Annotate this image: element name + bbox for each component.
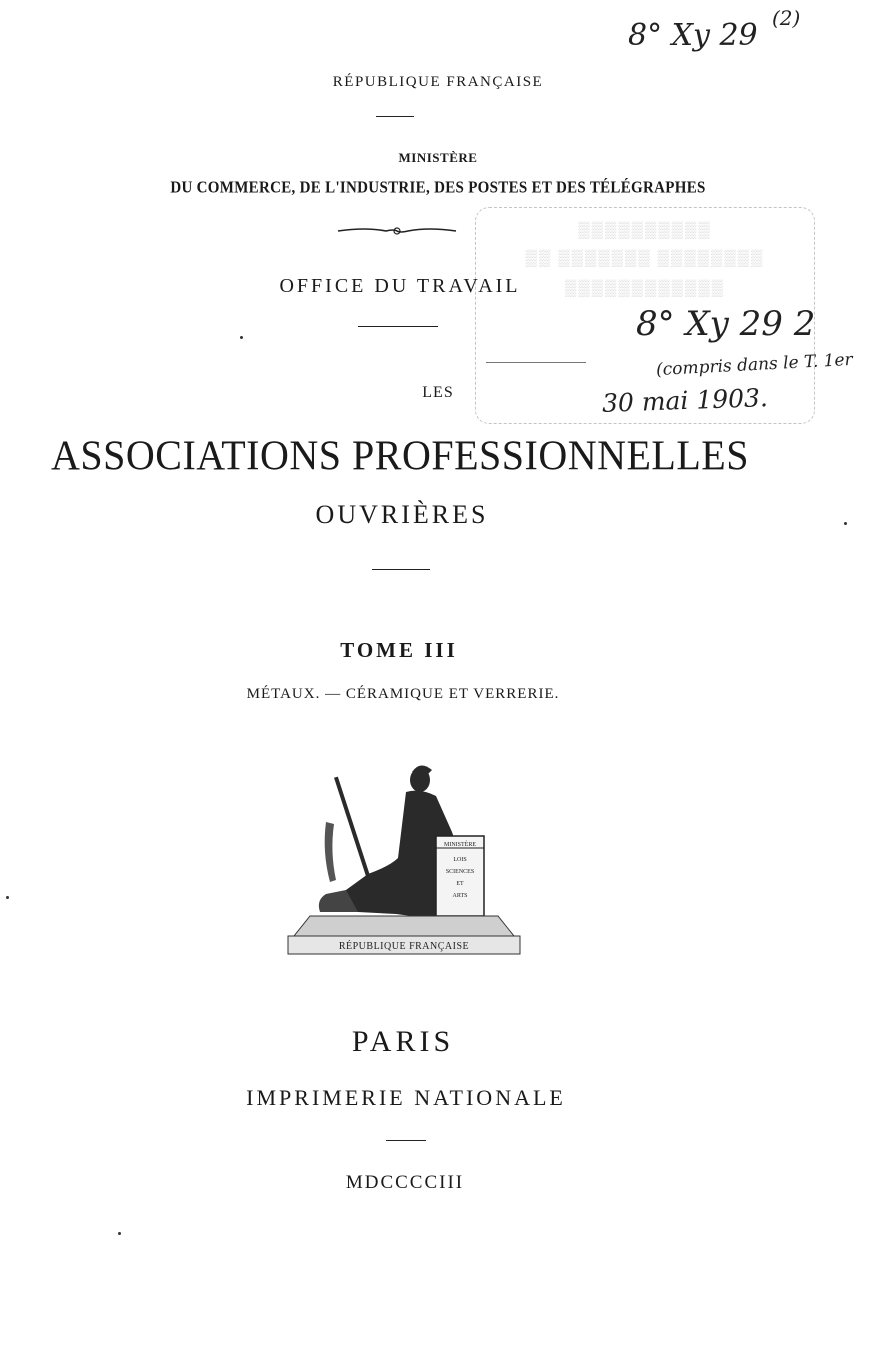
divider-3 xyxy=(372,569,430,570)
title-les: LES xyxy=(422,384,454,401)
imprint-city: PARIS xyxy=(351,1025,455,1058)
ministere-heading: MINISTÈRE xyxy=(398,150,478,165)
stamp-faded-line-2: ▒▒ ▒▒▒▒▒▒▒ ▒▒▒▒▒▒▒▒ xyxy=(525,250,765,267)
emblem-base xyxy=(288,916,520,954)
ornament-divider xyxy=(336,224,458,238)
stamp-faded-line-1: ▒▒▒▒▒▒▒▒▒▒ xyxy=(578,222,712,239)
main-title: ASSOCIATIONS PROFESSIONNELLES xyxy=(51,431,749,480)
emblem-book xyxy=(436,836,484,916)
book-line: ET xyxy=(456,881,464,887)
book-line: MINISTÈRE xyxy=(444,842,476,848)
office-heading: OFFICE DU TRAVAIL xyxy=(279,275,521,297)
republique-emblem xyxy=(286,762,522,956)
shelfmark-sup-text: (2) xyxy=(772,6,801,30)
stamp-shelfmark-text: 8° Xy 29 2 xyxy=(636,304,816,344)
ministere-detail: DU COMMERCE, DE L'INDUSTRIE, DES POSTES ET DES TÉLÉGRAPHES xyxy=(170,179,706,197)
stamp-pencil-line xyxy=(486,362,586,363)
republique-heading: RÉPUBLIQUE FRANÇAISE xyxy=(332,74,544,90)
handwritten-shelfmark xyxy=(628,18,758,53)
emblem-base-label: RÉPUBLIQUE FRANÇAISE xyxy=(338,941,470,952)
stamp-shelfmark xyxy=(636,304,815,344)
shelfmark-text: 8° Xy 29 xyxy=(628,18,758,53)
book-line: ARTS xyxy=(452,893,468,899)
volume-tome: TOME III xyxy=(340,638,458,662)
imprint-year: MDCCCCIII xyxy=(345,1172,465,1193)
divider-2 xyxy=(358,326,438,327)
stamp-faded-line-3: ▒▒▒▒▒▒▒▒▒▒▒▒ xyxy=(564,280,726,297)
book-line: SCIENCES xyxy=(445,869,475,875)
stamp-note-text: (compris dans le T. 1er xyxy=(655,349,854,381)
divider-4 xyxy=(386,1140,426,1141)
volume-subject: MÉTAUX. — CÉRAMIQUE ET VERRERIE. xyxy=(246,686,560,702)
scan-speck xyxy=(844,522,847,525)
subtitle-ouvrieres: OUVRIÈRES xyxy=(315,500,489,529)
scan-speck xyxy=(118,1232,121,1235)
handwritten-shelfmark-sup xyxy=(772,6,800,30)
book-line: LOIS xyxy=(453,857,467,863)
scan-speck xyxy=(6,896,9,899)
stamp-date-text: 30 mai 1903. xyxy=(601,383,769,418)
divider-1 xyxy=(376,116,414,117)
imprint-printer: IMPRIMERIE NATIONALE xyxy=(246,1085,566,1110)
scan-speck xyxy=(240,336,243,339)
